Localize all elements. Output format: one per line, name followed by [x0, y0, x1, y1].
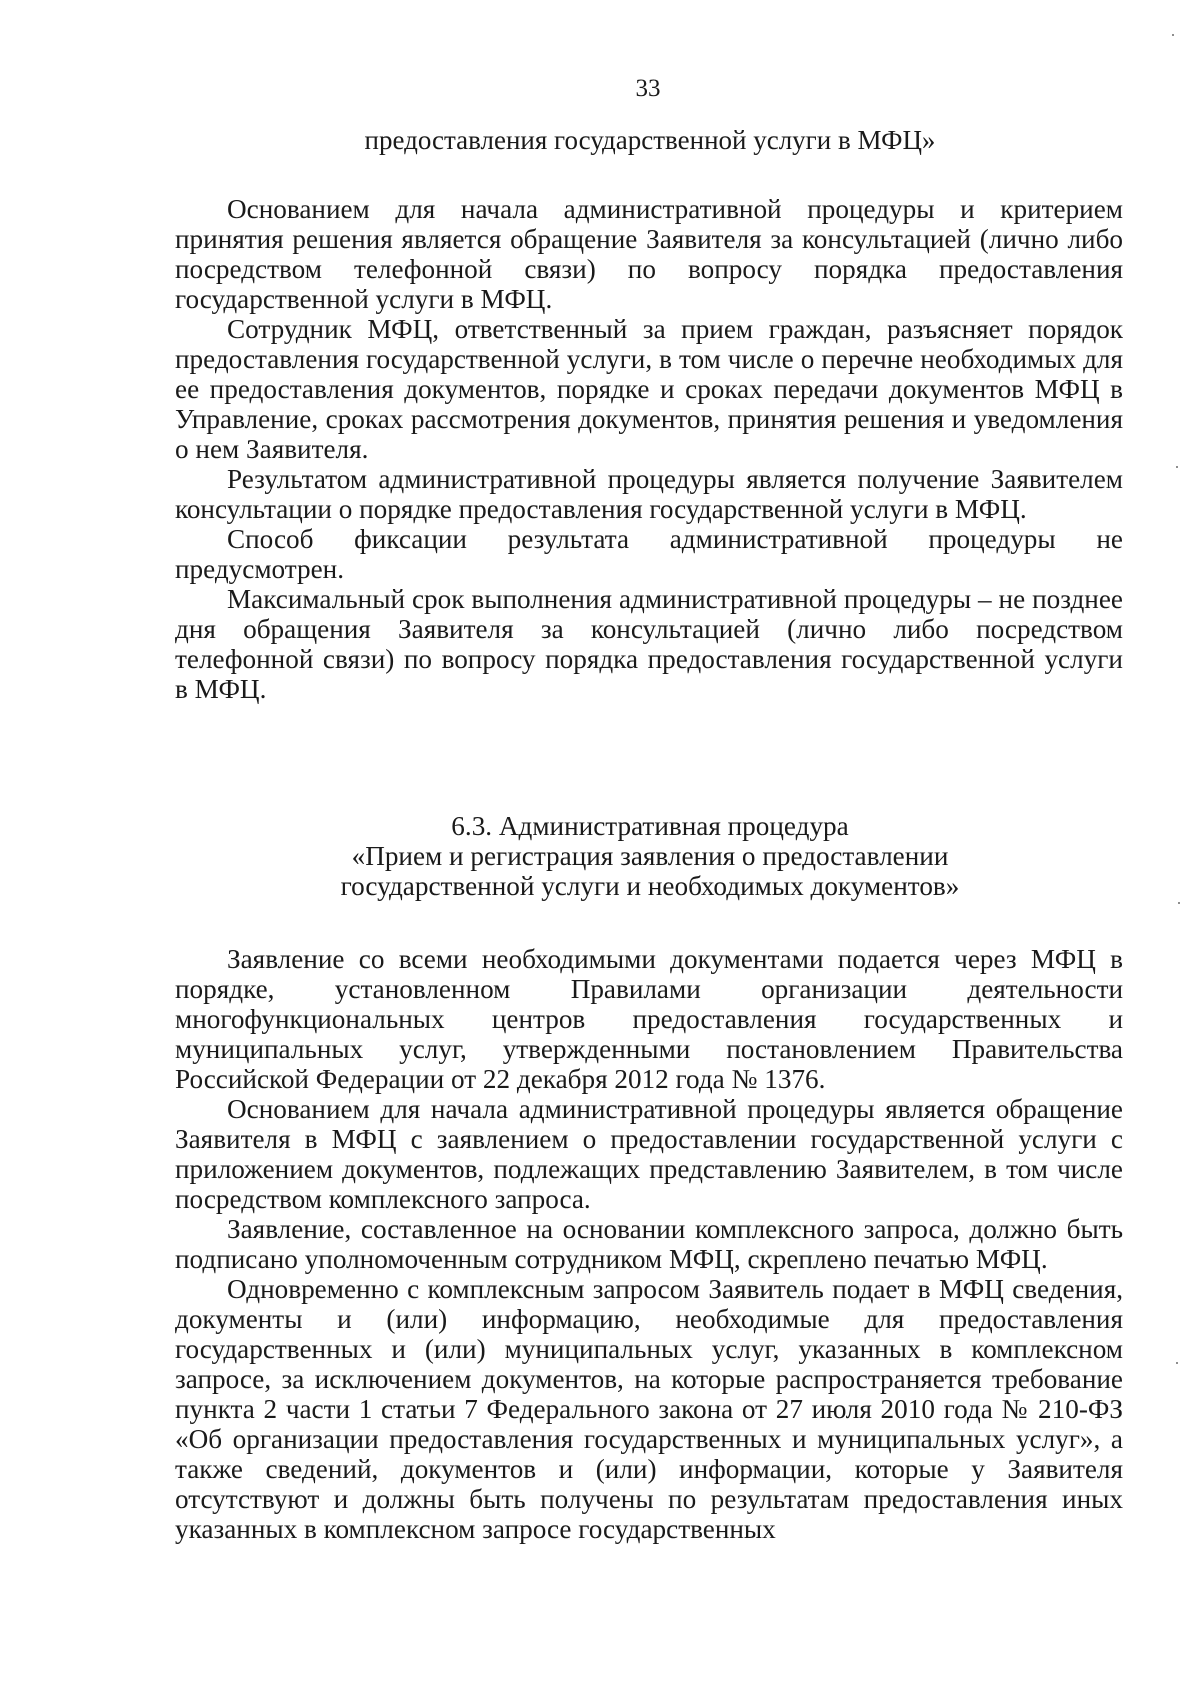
paragraph: Максимальный срок выполнения административной процедуры – не позднее дня обращения Заявителя за консультацией (лично либо посредством телефонной связи) по вопросу порядка предоставления государственной услуги в МФЦ.	[175, 584, 1123, 704]
scan-speck	[1176, 466, 1178, 468]
text-block-consultation	[175, 194, 1123, 704]
paragraph: Способ фиксации результата административной процедуры не предусмотрен.	[175, 524, 1123, 584]
scan-speck	[1178, 902, 1180, 904]
paragraph: Основанием для начала административной процедуры является обращение Заявителя в МФЦ с заявлением о предоставлении государственной услуги с приложением документов, подлежащих представлению Заявителем, в том числе посредством комплексного запроса.	[175, 1094, 1123, 1214]
section-subtitle-line: «Прием и регистрация заявления о предоставлении	[351, 841, 949, 871]
section-number-title: 6.3. Административная процедура	[451, 811, 849, 841]
paragraph: Одновременно с комплексным запросом Заявитель подает в МФЦ сведения, документы и (или) информацию, необходимые для предоставления государственных и (или) муниципальных услуг, указанных в комплексном запросе, за исключением документов, на которые распространяется требование пункта 2 части 1 статьи 7 Федерального закона от 27 июля 2010 года № 210-ФЗ «Об организации предоставления государственных и муниципальных услуг», а также сведений, документов и (или) информации, которые у Заявителя отсутствуют и должны быть получены по результатам предоставления иных указанных в комплексном запросе государственных	[175, 1274, 1123, 1544]
section-heading	[175, 811, 1125, 901]
text-block-application	[175, 944, 1123, 1544]
section-subtitle-line: государственной услуги и необходимых документов»	[340, 871, 960, 901]
paragraph: Заявление со всеми необходимыми документами подается через МФЦ в порядке, установленном Правилами организации деятельности многофункциональных центров предоставления государственных и муниципальных услуг, утвержденными постановлением Правительства Российской Федерации от 22 декабря 2012 года № 1376.	[175, 944, 1123, 1094]
page-number: 33	[635, 75, 661, 102]
scan-speck	[1176, 1362, 1178, 1364]
paragraph: Результатом административной процедуры является получение Заявителем консультации о порядке предоставления государственной услуги в МФЦ.	[175, 464, 1123, 524]
paragraph: Основанием для начала административной процедуры и критерием принятия решения является обращение Заявителя за консультацией (лично либо посредством телефонной связи) по вопросу порядка предоставления государственной услуги в МФЦ.	[175, 194, 1123, 314]
continued-section-title: предоставления государственной услуги в МФЦ»	[364, 125, 936, 155]
paragraph: Заявление, составленное на основании комплексного запроса, должно быть подписано уполномоченным сотрудником МФЦ, скреплено печатью МФЦ.	[175, 1214, 1123, 1274]
paragraph: Сотрудник МФЦ, ответственный за прием граждан, разъясняет порядок предоставления государственной услуги, в том числе о перечне необходимых для ее предоставления документов, порядке и сроках передачи документов МФЦ в Управление, сроках рассмотрения документов, принятия решения и уведомления о нем Заявителя.	[175, 314, 1123, 464]
scan-speck	[1172, 34, 1174, 36]
